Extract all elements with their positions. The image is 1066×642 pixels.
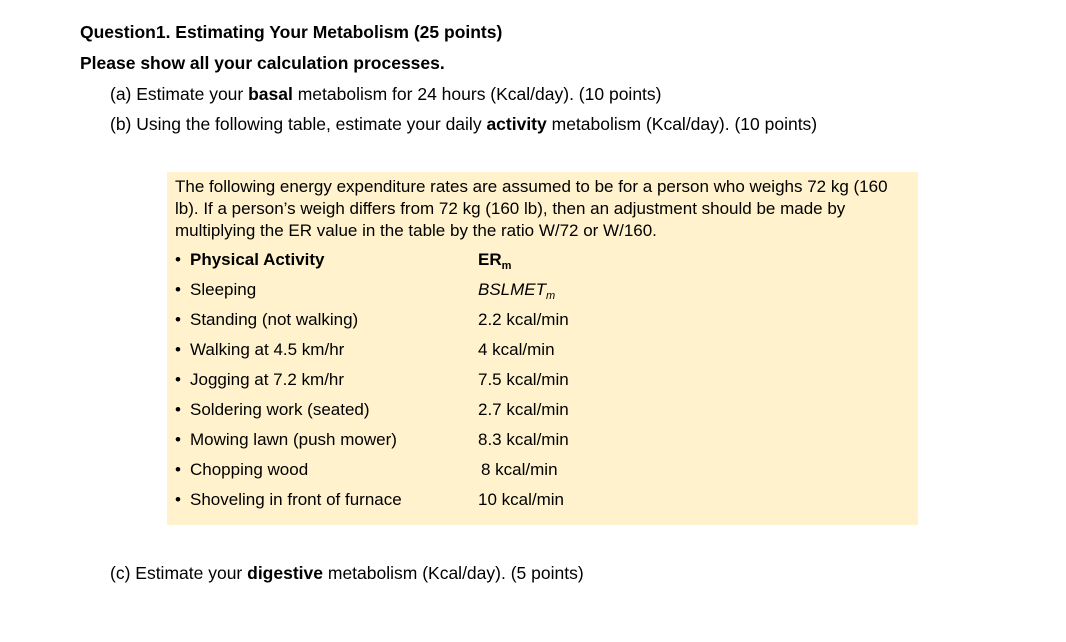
bullet: • (175, 460, 181, 479)
part-a (110, 84, 662, 105)
bullet: • (175, 400, 181, 419)
header-er-base: ER (478, 250, 502, 269)
part-c-pre: (c) Estimate your (110, 563, 248, 583)
table-row (167, 460, 918, 484)
row-activity: Walking at 4.5 km/hr (190, 340, 345, 359)
row-activity: Sleeping (190, 280, 257, 299)
bullet: • (175, 310, 181, 329)
header-activity: Physical Activity (190, 250, 325, 269)
part-a-post: metabolism for 24 hours (Kcal/day). (10 points) (292, 84, 662, 104)
row-er: 8.3 kcal/min (478, 430, 569, 449)
row-er: 4 kcal/min (478, 340, 555, 359)
part-b-bold: activity (486, 114, 547, 134)
row-activity: Soldering work (seated) (190, 400, 370, 419)
row-activity: Shoveling in front of furnace (190, 490, 402, 509)
table-row (167, 310, 918, 334)
row-activity: Chopping wood (190, 460, 309, 479)
table-row (167, 280, 918, 304)
table-row (167, 400, 918, 424)
energy-table-box (167, 172, 918, 525)
table-row (167, 340, 918, 364)
header-er (478, 250, 511, 272)
part-b-post: metabolism (Kcal/day). (10 points) (546, 114, 818, 134)
row-er: 7.5 kcal/min (478, 370, 569, 389)
row-er: 10 kcal/min (478, 490, 564, 509)
row-activity: Mowing lawn (push mower) (190, 430, 397, 449)
table-header-row (167, 250, 918, 274)
table-row (167, 490, 918, 514)
row-activity: Standing (not walking) (190, 310, 359, 329)
part-b-pre: (b) Using the following table, estimate your daily (110, 114, 487, 134)
row-er (478, 280, 555, 302)
row-er-sub: m (546, 290, 556, 302)
row-er: 2.2 kcal/min (478, 310, 569, 329)
row-activity: Jogging at 7.2 km/hr (190, 370, 345, 389)
table-row (167, 430, 918, 454)
row-er: 2.7 kcal/min (478, 400, 569, 419)
part-c-post: metabolism (Kcal/day). (5 points) (323, 563, 584, 583)
part-c (110, 563, 584, 584)
row-er-base: BSLMET (478, 280, 547, 299)
row-er: 8 kcal/min (481, 460, 558, 479)
bullet: • (175, 490, 181, 509)
bullet: • (175, 370, 181, 389)
part-a-pre: (a) Estimate your (110, 84, 249, 104)
part-b (110, 114, 817, 135)
question-title: Question1. Estimating Your Metabolism (25 points) (80, 22, 503, 42)
bullet: • (175, 250, 181, 269)
part-a-bold: basal (248, 84, 293, 104)
header-er-sub: m (501, 260, 512, 272)
instruction: Please show all your calculation processes. (80, 53, 445, 73)
part-c-bold: digestive (247, 563, 323, 583)
table-intro: The following energy expenditure rates are assumed to be for a person who weighs 72 kg (160 lb). If a person’s weigh differs from 72 kg (160 lb), then an adjustment should be made by multiplying the ER value in the table by the ratio W/72 or W/160. (175, 177, 888, 240)
bullet: • (175, 430, 181, 449)
bullet: • (175, 340, 181, 359)
table-row (167, 370, 918, 394)
bullet: • (175, 280, 181, 299)
